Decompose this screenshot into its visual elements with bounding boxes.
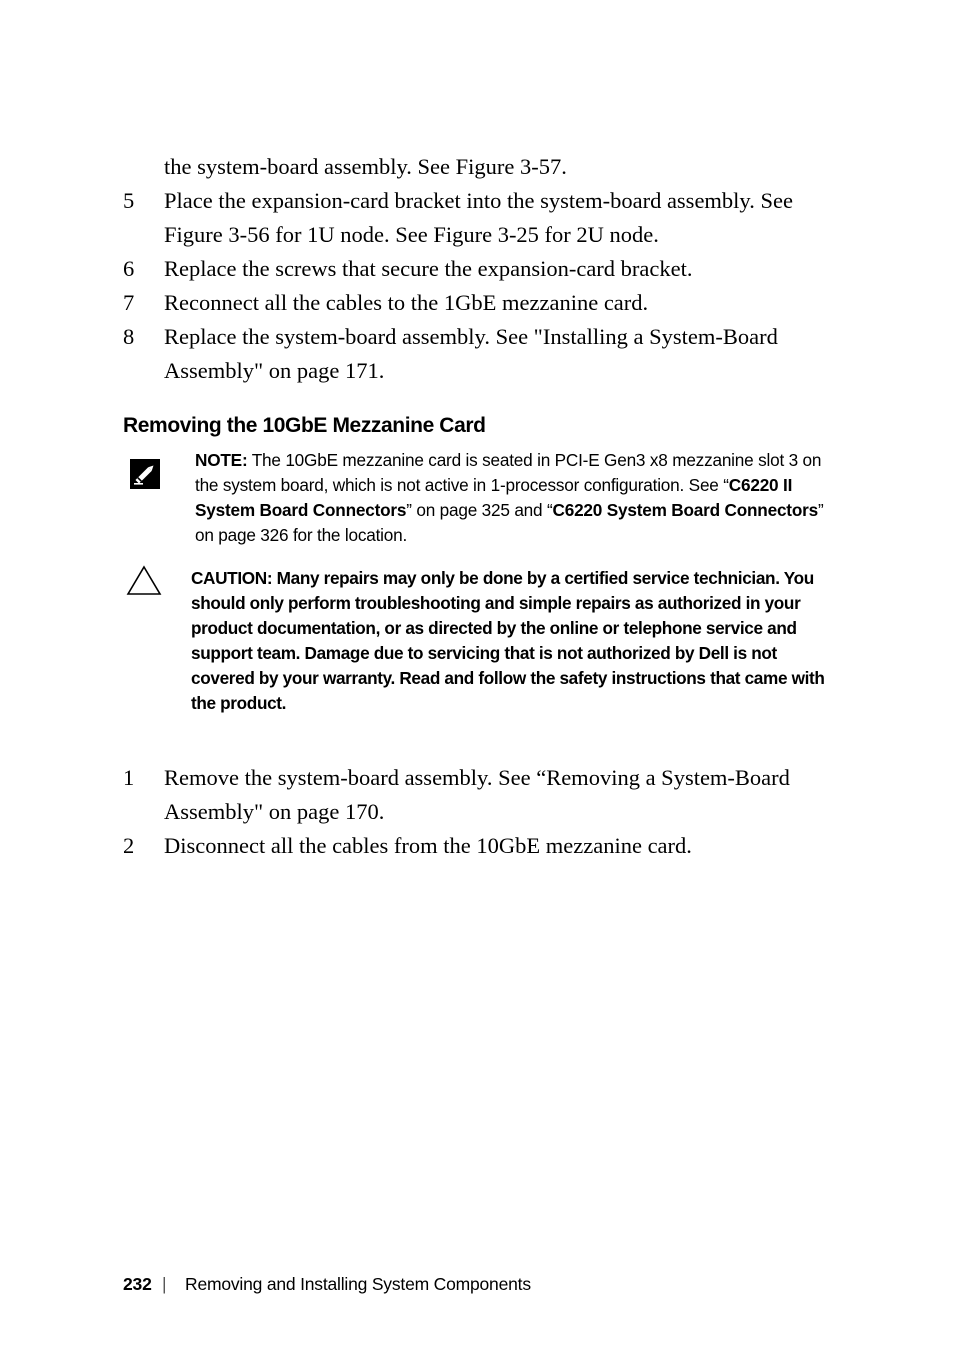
step-number: 1 — [123, 765, 135, 790]
note-reference-link[interactable]: C6220 System Board Connectors — [552, 500, 818, 520]
step-text: Replace the screws that secure the expansion-card bracket. — [164, 256, 693, 281]
step-text: Reconnect all the cables to the 1GbE mezzanine card. — [164, 290, 649, 315]
step-number: 7 — [123, 290, 135, 315]
note-line — [195, 498, 824, 523]
caution-line: CAUTION: Many repairs may only be done by a certified service technician. You — [191, 568, 814, 588]
step-text: Remove the system-board assembly. See “Removing a System-Board — [164, 765, 790, 790]
note-line — [195, 448, 821, 473]
step-number: 6 — [123, 256, 135, 281]
caution-line: should only perform troubleshooting and simple repairs as authorized in your — [191, 593, 801, 613]
footer-separator: | — [162, 1274, 167, 1294]
step-number: 2 — [123, 833, 135, 858]
step-number: 5 — [123, 188, 135, 213]
note-text: The 10GbE mezzanine card is seated in PCI-E Gen3 x8 mezzanine slot 3 on — [247, 450, 822, 470]
note-line — [195, 473, 792, 498]
note-label: NOTE: — [195, 450, 248, 470]
caution-line: the product. — [191, 693, 287, 713]
step-text: Assembly" on page 170. — [164, 799, 385, 824]
note-line: on page 326 for the location. — [195, 525, 408, 545]
caution-line: covered by your warranty. Read and follow the safety instructions that came with — [191, 668, 825, 688]
note-text: ” — [817, 500, 824, 520]
step-number: 8 — [123, 324, 135, 349]
step-text: Replace the system-board assembly. See "Installing a System-Board — [164, 324, 778, 349]
footer-chapter-title: Removing and Installing System Components — [185, 1274, 531, 1294]
caution-triangle-icon — [126, 565, 162, 597]
note-text: ” on page 325 and “ — [406, 500, 553, 520]
caution-line: support team. Damage due to servicing that is not authorized by Dell is not — [191, 643, 777, 663]
section-heading: Removing the 10GbE Mezzanine Card — [123, 414, 486, 437]
note-text: the system board, which is not active in 1-processor configuration. See “ — [195, 475, 729, 495]
step-text: Disconnect all the cables from the 10GbE mezzanine card. — [164, 833, 692, 858]
step-text: Assembly" on page 171. — [164, 358, 385, 383]
pencil-note-icon — [128, 457, 162, 491]
step-text: Place the expansion-card bracket into the system-board assembly. See — [164, 188, 793, 213]
page-number: 232 — [123, 1274, 152, 1294]
continuation-text: the system-board assembly. See Figure 3-57. — [164, 154, 567, 179]
note-reference-link[interactable]: System Board Connectors — [195, 500, 407, 520]
note-reference-link[interactable]: C6220 II — [728, 475, 793, 495]
step-text: Figure 3-56 for 1U node. See Figure 3-25 for 2U node. — [164, 222, 659, 247]
caution-line: product documentation, or as directed by the online or telephone service and — [191, 618, 797, 638]
